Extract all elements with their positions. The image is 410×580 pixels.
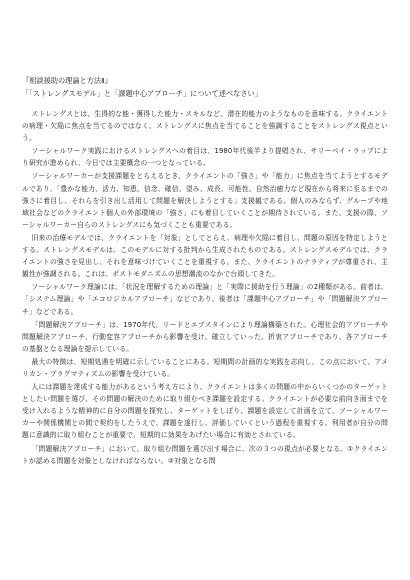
paragraph: 「問題解決アプローチ」は、1970年代、リードとエプスタインにより理論構築された。心理社会的アプローチや問題解決アプローチ、行動変容アプローチから影響を受け、確立していった。折衷アプローチであり、各アプローチの基盤となる理論を提示している。 bbox=[22, 320, 388, 353]
paragraph: ソーシャルワーカーが支援課題をとらえるとき、クライエントの「強さ」や「能力」に焦点を当てようとするモデルであり、「豊かな能力、活力、知恵、信念、確信、望み、成長、可能性、自然治癒力など現在から将来に至るまでの強さに着目し、それらを引き出し活用して問題を解決しようとする」支援観である。個人のみならず、グループや地域社会などのクライエント個人の外部環境の「強さ」にも着目していくことが期待されている。また、支援の際、ソーシャルワーカー自らのストレングスにも気づくことも重要である。 bbox=[22, 172, 388, 229]
document-question: 「「ストレングスモデル」と「課題中心アプローチ」について述べなさい」 bbox=[22, 89, 262, 98]
document-title: 『相談援助の理論と方法Ⅱ』 bbox=[22, 76, 112, 85]
paragraph: 旧来の治療モデルでは、クライエントを「対象」としてとらえ、病理や欠陥に着目し、問題の原因を特定しようとする。ストレングスモデルは、このモデルに対する批判から生成されたものである。ストレングスモデルでは、クライエントの強さを見出し、それを意味づけていくことを重視する。また、クライエントのナラティブが尊重され、主観性が強調される。これは、ポストモダニズムの思想潮流のなかで台頭してきた。 bbox=[22, 233, 388, 279]
paragraph: ストレングスとは、生得的な能・獲得した能力・スキルなど、潜在的能力のようなものを意味する。クライエントの病理・欠陥に焦点を当てるのではなく、ストレングスに焦点を当てることを強調することをストレングス視点という。 bbox=[22, 110, 388, 143]
paragraph: 「問題解決アプローチ」において、取り組む問題を選び出す場合に、次の３つの視点が必要となる。①クライエントが認める問題を対象としなければならない。②対象となる問 bbox=[22, 444, 388, 465]
paragraph: ソーシャルワーク実践におけるストレングスへの着目は、1980年代後半より提唱され、サリーベイ・ラップにより研究が進められ、今日では主要概念の一つとなっている。 bbox=[22, 147, 388, 168]
paragraph: 人には課題を達成する能力があるという考え方により、クライエントは多くの問題の中からいくつかのターゲットとしたい問題を選び、その問題の解決のために取り組むべき課題を設定する。クライエントが必要な前向き面までを受け入れるような精神的に自分の問題を探究し、ターゲットをしぼり、課題を設定して計画を立て、ソーシャルワーカーや関係機関との間で契約をしたうえで、課題を遂行し、評価していくという過程を重視する。利用者が自分の問題に意識的に取り組むことが重要で、短期的に効果をあげたい場合に有効とされている。 bbox=[22, 383, 388, 440]
paragraph: 最大の特徴は、短期処遇を明確に示していることにある。短期間の計画的な実践を志向し、この点において、アメリカン・プラグマティズムの影響を受けている。 bbox=[22, 357, 388, 378]
document-body bbox=[22, 108, 388, 467]
paragraph: ソーシャルワーク理論には、「状況を理解するための理論」と「実際に援助を行う理論」の2種類がある。前者は、「システム理論」や「エコロジカルアプローチ」などであり、後者は「課題中心アプローチ」や「問題解決アプローチ」などである。 bbox=[22, 283, 388, 316]
